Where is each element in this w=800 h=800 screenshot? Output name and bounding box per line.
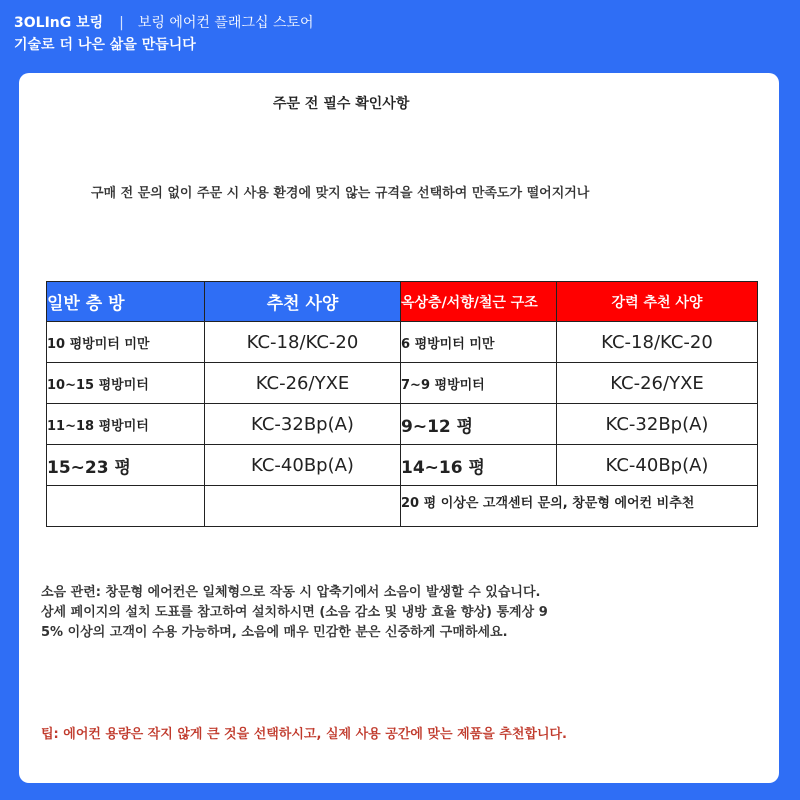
model-strong: KC-26/YXE — [557, 363, 758, 404]
noise-line: 소음 관련: 창문형 에어컨은 일체형으로 작동 시 압축기에서 소음이 발생할 수 있습니다. — [41, 585, 541, 600]
large-room-note-text: 20 평 이상은 고객센터 문의, 창문형 에어컨 비추천 — [401, 496, 695, 511]
area-normal: 10~15 평방미터 — [47, 363, 205, 404]
large-room-note — [401, 486, 758, 527]
table-row — [47, 363, 758, 404]
noise-line: 5% 이상의 고객이 수용 가능하며, 소음에 매우 민감한 분은 신중하게 구매하세요. — [41, 625, 508, 640]
store-name: 보링 에어컨 플래그십 스토어 — [137, 15, 314, 31]
empty-cell — [47, 486, 205, 527]
table-header-row — [47, 282, 758, 322]
model-normal: KC-32Bp(A) — [205, 404, 401, 445]
header-recommended-spec: 추천 사양 — [205, 282, 401, 322]
model-normal: KC-40Bp(A) — [205, 445, 401, 486]
table-row-note — [47, 486, 758, 527]
header-normal-room: 일반 층 방 — [47, 282, 205, 322]
noise-line: 상세 페이지의 설치 도표를 참고하여 설치하시면 (소음 감소 및 냉방 효율 향상) 통계상 9 — [41, 605, 548, 620]
empty-cell — [205, 486, 401, 527]
header-strong-spec: 강력 추천 사양 — [557, 282, 758, 322]
area-strong: 9~12 평 — [401, 404, 557, 445]
brand-separator: | — [119, 15, 124, 31]
brand-logo: 3OLInG 보링 — [14, 15, 104, 31]
spec-table — [46, 281, 758, 527]
area-normal: 15~23 평 — [47, 445, 205, 486]
area-normal: 11~18 평방미터 — [47, 404, 205, 445]
table-row — [47, 445, 758, 486]
area-strong: 14~16 평 — [401, 445, 557, 486]
area-normal: 10 평방미터 미만 — [47, 322, 205, 363]
notice-title: 주문 전 필수 확인사항 — [273, 96, 410, 112]
table-row — [47, 404, 758, 445]
noise-notice — [41, 583, 548, 643]
model-normal: KC-18/KC-20 — [205, 322, 401, 363]
model-normal: KC-26/YXE — [205, 363, 401, 404]
capacity-tip: 팁: 에어컨 용량은 작지 않게 큰 것을 선택하시고, 실제 사용 공간에 맞는 제품을 추천합니다. — [41, 727, 568, 742]
model-strong: KC-40Bp(A) — [557, 445, 758, 486]
table-row — [47, 322, 758, 363]
area-strong: 6 평방미터 미만 — [401, 322, 557, 363]
header-top-floor: 옥상층/서향/철근 구조 — [401, 282, 557, 322]
notice-intro: 구매 전 문의 없이 주문 시 사용 환경에 맞지 않는 규격을 선택하여 만족도가 떨어지거나 — [91, 186, 590, 201]
brand-slogan: 기술로 더 나은 삶을 만듭니다 — [14, 37, 196, 53]
notice-card — [19, 73, 779, 783]
area-strong: 7~9 평방미터 — [401, 363, 557, 404]
brand-header — [14, 12, 314, 32]
model-strong: KC-18/KC-20 — [557, 322, 758, 363]
model-strong: KC-32Bp(A) — [557, 404, 758, 445]
